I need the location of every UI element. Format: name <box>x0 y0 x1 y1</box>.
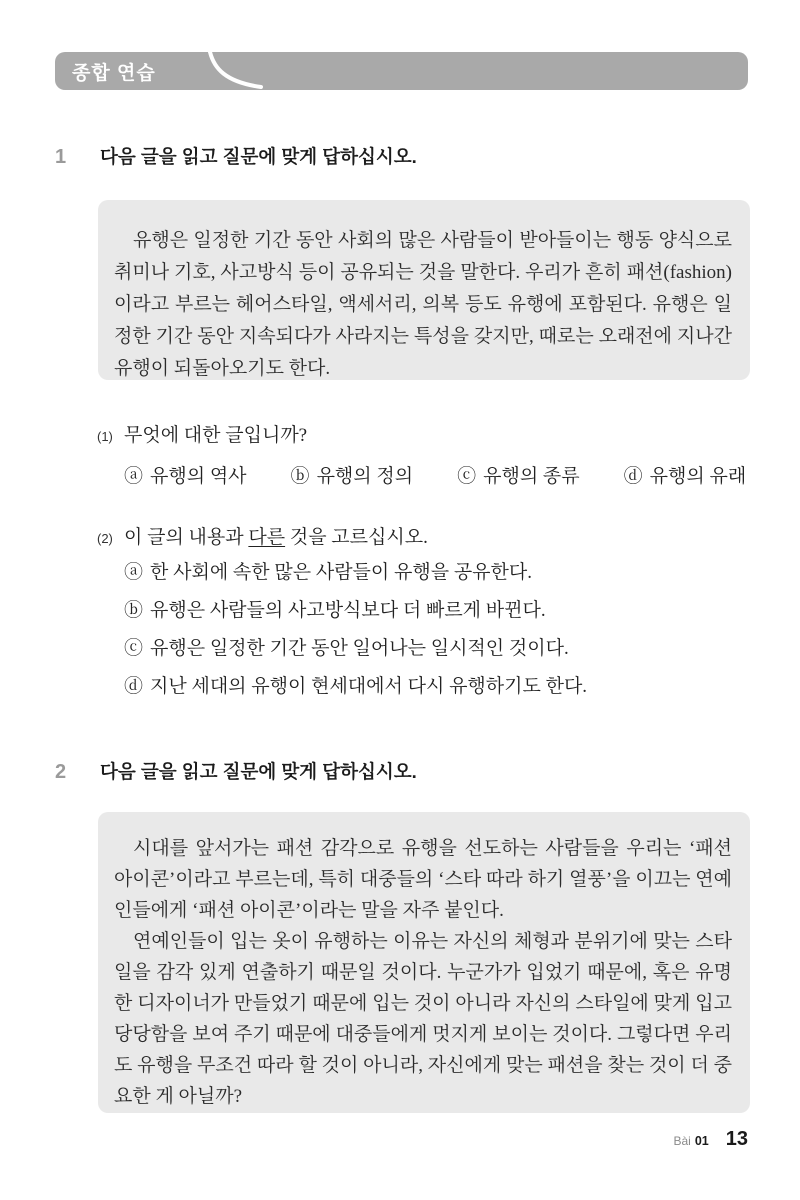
question-2-passage-paragraph-1: 시대를 앞서가는 패션 감각으로 유행을 선도하는 사람들을 우리는 ‘패션 아이콘’이라고 부르는데, 특히 대중들의 ‘스타 따라 하기 열풍’을 이끄는 연예인들에게 ‘패션 아이콘’이라는 말을 자주 붙인다. <box>114 838 732 921</box>
option-d <box>124 675 587 699</box>
section-banner <box>55 52 748 90</box>
option-c-letter: ⓒ <box>457 466 477 487</box>
question-2-row <box>55 758 417 784</box>
option-d-letter: ⓓ <box>124 676 144 697</box>
option-b-text: 유행은 사람들의 사고방식보다 더 빠르게 바뀐다. <box>150 600 546 621</box>
option-a-letter: ⓐ <box>124 562 144 583</box>
question-2-passage-paragraph-2: 연예인들이 입는 옷이 유행하는 이유는 자신의 체형과 분위기에 맞는 스타일을 감각 있게 연출하기 때문일 것이다. 누군가가 입었기 때문에, 혹은 유명한 디자이너가 만들었기 때문에 입는 것이 아니라 자신의 스타일에 맞게 입고 당당함을 보여 주기 때문에 대중들에게 멋지게 보이는 것이다. 그렇다면 우리도 유행을 무조건 따라 할 것이 아니라, 자신에게 맞는 패션을 찾는 것이 더 중요한 게 아닐까? <box>114 931 732 1107</box>
page-footer <box>674 1128 749 1151</box>
option-a <box>124 461 247 488</box>
sub-question-1-number: (1) <box>97 429 113 444</box>
option-a-text: 유행의 역사 <box>150 466 247 487</box>
question-1-row <box>55 143 417 169</box>
option-b-text: 유행의 정의 <box>316 466 414 487</box>
option-c <box>124 637 587 661</box>
option-a-text: 한 사회에 속한 많은 사람들이 유행을 공유한다. <box>150 562 532 583</box>
option-c-letter: ⓒ <box>124 638 144 659</box>
question-1-prompt: 다음 글을 읽고 질문에 맞게 답하십시오. <box>100 146 417 167</box>
sub-question-2-prompt-pre: 이 글의 내용과 <box>124 527 249 548</box>
question-2-number: 2 <box>55 761 67 783</box>
question-2-prompt: 다음 글을 읽고 질문에 맞게 답하십시오. <box>100 761 417 782</box>
sub-question-2-prompt-post: 것을 고르십시오. <box>285 527 428 548</box>
sub-question-2-options <box>124 561 587 713</box>
option-c-text: 유행은 일정한 기간 동안 일어나는 일시적인 것이다. <box>150 638 569 659</box>
question-1-passage-paragraph: 유행은 일정한 기간 동안 사회의 많은 사람들이 받아들이는 행동 양식으로 취미나 기호, 사고방식 등이 공유되는 것을 말한다. 우리가 흔히 패션(fashion)이라고 부르는 헤어스타일, 액세서리, 의복 등도 유행에 포함된다. 유행은 일정한 기간 동안 지속되다가 사라지는 특성을 갖지만, 때로는 오래전에 지나간 유행이 되돌아오기도 한다. <box>114 230 732 379</box>
footer-lesson-label: Bài <box>673 1134 691 1148</box>
sub-question-2-number: (2) <box>97 531 113 546</box>
sub-question-1-prompt: 무엇에 대한 글입니까? <box>124 425 308 446</box>
option-b-letter: ⓑ <box>124 600 144 621</box>
sub-question-2-prompt-underlined: 다른 <box>248 527 286 548</box>
option-a <box>124 561 587 585</box>
option-b <box>124 599 587 623</box>
option-d <box>624 461 747 488</box>
footer-lesson-number: 01 <box>694 1134 709 1148</box>
section-banner-label: 종합 연습 <box>72 62 156 84</box>
option-c <box>457 461 580 488</box>
sub-question-2 <box>97 522 428 549</box>
option-b-letter: ⓑ <box>290 466 310 487</box>
option-d-text: 유행의 유래 <box>649 466 747 487</box>
option-c-text: 유행의 종류 <box>483 466 580 487</box>
question-2-passage-box <box>98 812 750 1113</box>
sub-question-1 <box>97 420 307 447</box>
banner-notch-decoration <box>203 52 267 90</box>
question-1-passage-box <box>98 200 750 380</box>
question-1-number: 1 <box>55 146 67 168</box>
sub-question-1-options <box>124 461 746 488</box>
footer-page-number: 13 <box>725 1128 748 1150</box>
option-d-letter: ⓓ <box>623 466 643 487</box>
option-d-text: 지난 세대의 유행이 현세대에서 다시 유행하기도 한다. <box>150 676 588 697</box>
option-b <box>291 461 414 488</box>
option-a-letter: ⓐ <box>124 466 144 487</box>
